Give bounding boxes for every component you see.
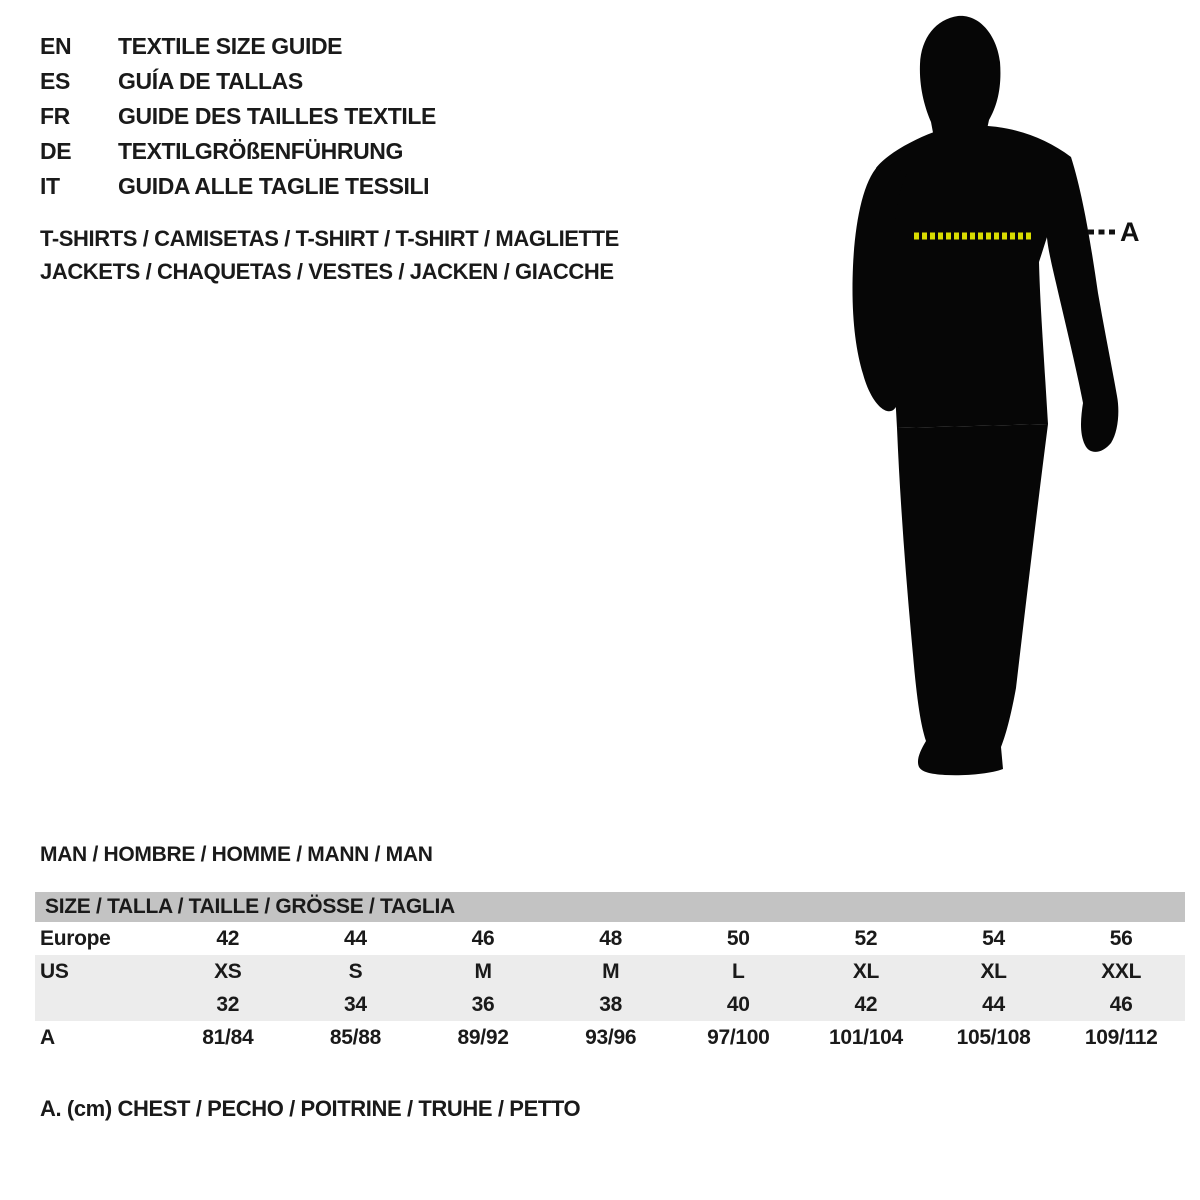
size-cell: XXL bbox=[1101, 959, 1142, 983]
language-title-block bbox=[40, 29, 436, 204]
size-cell: M bbox=[474, 959, 492, 983]
size-cell: 46 bbox=[471, 926, 495, 950]
size-cell: 81/84 bbox=[202, 1025, 254, 1049]
size-cell: XS bbox=[214, 959, 242, 983]
size-cell: 56 bbox=[1109, 926, 1133, 950]
language-title: GUIDE DES TAILLES TEXTILE bbox=[118, 103, 436, 129]
language-code: DE bbox=[40, 138, 72, 164]
language-title: TEXTILE SIZE GUIDE bbox=[118, 33, 343, 59]
language-title: GUIDA ALLE TAGLIE TESSILI bbox=[118, 173, 430, 199]
size-cell: XL bbox=[852, 959, 880, 983]
size-cell: 34 bbox=[344, 992, 367, 1016]
size-cell: 54 bbox=[982, 926, 1005, 950]
size-cell: 89/92 bbox=[457, 1025, 509, 1049]
measurement-label-a: A bbox=[1120, 217, 1140, 247]
language-code: ES bbox=[40, 68, 70, 94]
size-cell: L bbox=[732, 959, 745, 983]
size-cell: 48 bbox=[599, 926, 623, 950]
language-code: EN bbox=[40, 33, 72, 59]
size-cell: S bbox=[348, 959, 363, 983]
row-label: A bbox=[40, 1025, 55, 1049]
language-code: FR bbox=[40, 103, 70, 129]
category-line-tshirts: T-SHIRTS / CAMISETAS / T-SHIRT / T-SHIRT / MAGLIETTE bbox=[40, 226, 619, 251]
table-row-europe bbox=[35, 922, 1185, 955]
size-cell: 105/108 bbox=[956, 1025, 1031, 1049]
size-cell: 50 bbox=[726, 926, 750, 950]
size-cell: 97/100 bbox=[707, 1025, 770, 1049]
size-cell: 101/104 bbox=[829, 1025, 903, 1049]
size-table bbox=[35, 892, 1185, 1054]
size-cell: 38 bbox=[599, 992, 623, 1016]
language-row-it bbox=[40, 169, 436, 204]
table-row-numeric bbox=[35, 988, 1185, 1021]
man-silhouette-figure bbox=[850, 10, 1150, 785]
size-cell: 44 bbox=[982, 992, 1005, 1016]
table-row-chest-a bbox=[35, 1021, 1185, 1054]
size-cell: 93/96 bbox=[585, 1025, 637, 1049]
table-row-us bbox=[35, 955, 1185, 988]
language-row-es bbox=[40, 64, 436, 99]
language-row-de bbox=[40, 134, 436, 169]
size-cell: XL bbox=[980, 959, 1007, 983]
language-row-en bbox=[40, 29, 436, 64]
category-line-jackets: JACKETS / CHAQUETAS / VESTES / JACKEN / GIACCHE bbox=[40, 259, 614, 284]
size-cell: 44 bbox=[344, 926, 367, 950]
size-cell: M bbox=[602, 959, 620, 983]
size-cell: 52 bbox=[854, 926, 878, 950]
measurement-footnote: A. (cm) CHEST / PECHO / POITRINE / TRUHE / PETTO bbox=[40, 1096, 581, 1121]
category-block bbox=[40, 222, 619, 288]
language-title: TEXTILGRÖßENFÜHRUNG bbox=[118, 138, 403, 164]
size-cell: 46 bbox=[1109, 992, 1133, 1016]
language-code: IT bbox=[40, 173, 60, 199]
size-cell: 109/112 bbox=[1084, 1025, 1158, 1049]
row-label: US bbox=[40, 959, 69, 983]
size-cell: 42 bbox=[854, 992, 878, 1016]
size-cell: 32 bbox=[216, 992, 240, 1016]
man-silhouette-icon bbox=[850, 10, 1150, 785]
language-title: GUÍA DE TALLAS bbox=[118, 68, 303, 94]
section-title-man: MAN / HOMBRE / HOMME / MANN / MAN bbox=[40, 843, 433, 866]
language-row-fr bbox=[40, 99, 436, 134]
size-cell: 85/88 bbox=[329, 1025, 381, 1049]
size-cell: 40 bbox=[726, 992, 750, 1016]
size-table-header: SIZE / TALLA / TAILLE / GRÖSSE / TAGLIA bbox=[35, 892, 1185, 922]
size-cell: 36 bbox=[471, 992, 495, 1016]
row-label: Europe bbox=[40, 926, 111, 950]
size-cell: 42 bbox=[216, 926, 240, 950]
